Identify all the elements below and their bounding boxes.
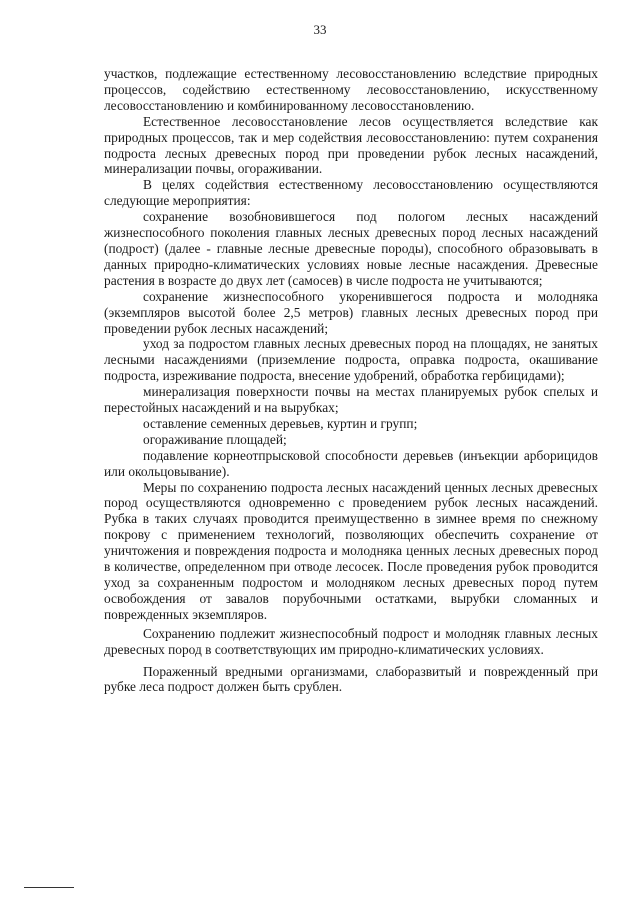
list-item-seed-trees: оставление семенных деревьев, куртин и групп; [143,415,418,431]
page-number: 33 [313,22,327,37]
paragraph-damaged-undergrowth: Пораженный вредными организмами, слаборазвитый и поврежденный при рубке леса подрост должен быть срублен. [104,663,598,695]
list-item-undergrowth-care: уход за подростом главных лесных древесных пород на площадях, не занятых лесными насаждениями (приземление подроста, оправка подроста, окашивание подроста, изреживание подроста, внесение удобрений, обработка гербицидами); [104,336,598,384]
list-item-soil-mineralization: минерализация поверхности почвы на местах планируемых рубок спелых и перестойных насаждений и на вырубках; [104,384,598,416]
list-item-young-growth-preservation: сохранение жизнеспособного укоренившегося подроста и молодняка (экземпляров высотой более 2,5 метров) главных лесных древесных пород при проведении рубок лесных насаждений; [104,288,598,336]
footer-rule [24,887,74,888]
paragraph-valuable-species-measures: Меры по сохранению подроста лесных насаждений ценных лесных древесных пород осуществляются одновременно с проведением рубок лесных насаждений. Рубка в таких случаях проводится преимущественно в зимнее время по снежному покрову с применением технологий, позволяющих обеспечить сохранение от уничтожения и повреждения подроста и молодняка ценных лесных древесных пород в количестве, определенном при отводе лесосек. После проведения рубок проводится уход за сохраненным подростом и молодняком лесных древесных пород путем освобождения от завалов порубочными остатками, вырубки сломанных и поврежденных экземпляров. [104,479,598,622]
paragraph-measures-intro: В целях содействия естественному лесовосстановлению осуществляются следующие мероприятия: [104,177,598,209]
list-item-root-sprout-suppression: подавление корнеотпрысковой способности деревьев (инъекции арборицидов или окольцовывание). [104,447,598,479]
paragraph-preservation-requirement: Сохранению подлежит жизнеспособный подрост и молодняк главных лесных древесных пород в соответствующих им природно-климатических условиях. [104,625,598,657]
document-body [104,66,598,695]
paragraph-intro-continuation: участков, подлежащие естественному лесовосстановлению вследствие природных процессов, содействию естественному лесовосстановлению, искусственному лесовосстановлению и комбинированному лесовосстановлению. [104,66,598,113]
list-item-fencing: огораживание площадей; [143,431,287,447]
paragraph-natural-reforestation: Естественное лесовосстановление лесов осуществляется вследствие как природных процессов, так и мер содействия лесовосстановлению: путем сохранения подроста лесных древесных пород при проведении рубок лесных насаждений, минерализации почвы, огораживании. [104,113,598,177]
list-item-undergrowth-preservation: сохранение возобновившегося под пологом лесных насаждений жизнеспособного поколения главных лесных древесных пород лесных насаждений (подрост) (далее - главные лесные древесные породы), способного образовывать в данных природно-климатических условиях новые лесные насаждения. Древесные растения в возрасте до двух лет (самосев) в числе подроста не учитываются; [104,209,598,288]
